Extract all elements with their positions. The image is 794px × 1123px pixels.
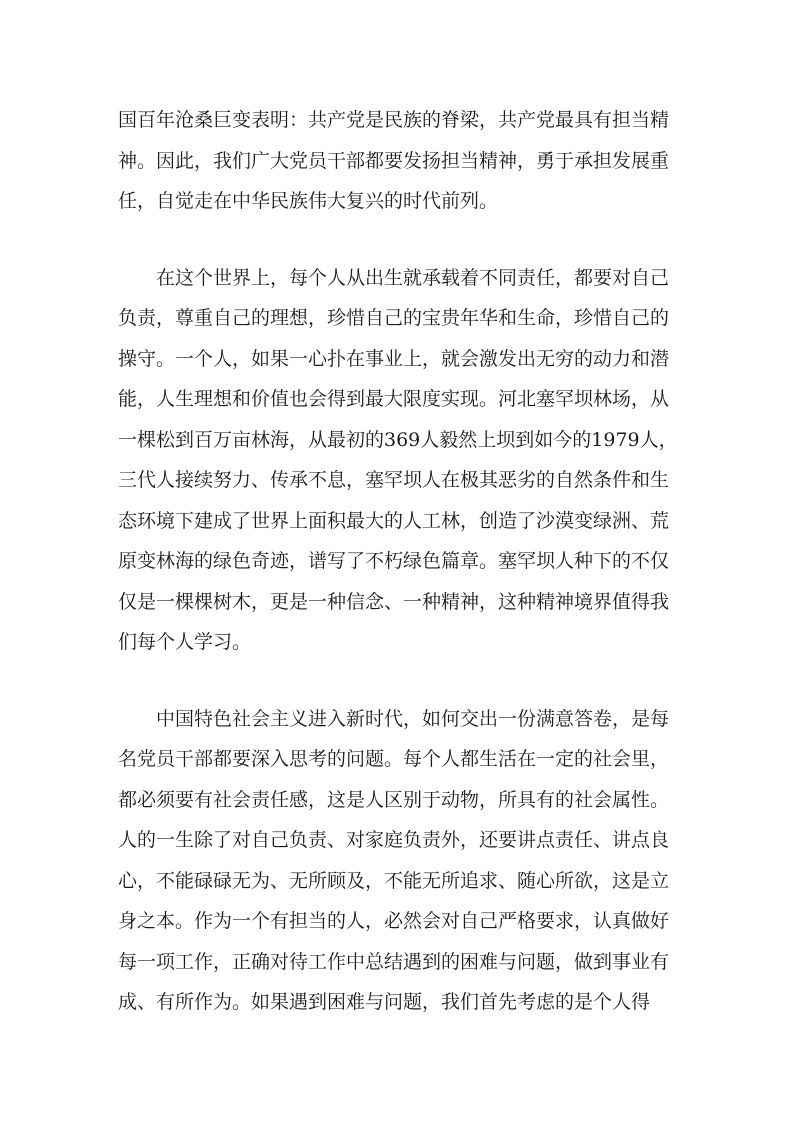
- text-line: 身之本。作为一个有担当的人，必然会对自己严格要求，认真做好: [118, 910, 670, 932]
- text-line: 在这个世界上，每个人从出生就承载着不同责任，都要对自己: [118, 266, 670, 289]
- text-line: 都必须要有社会责任感，这是人区别于动物，所具有的社会属性。: [118, 788, 670, 811]
- paragraph-2: [118, 258, 678, 663]
- document-body: [118, 100, 678, 1023]
- text-line: 名党员干部都要深入思考的问题。每个人都生活在一定的社会里，: [118, 748, 670, 770]
- paragraph-1: [118, 100, 678, 222]
- text-line: 国百年沧桑巨变表明：共产党是民族的脊梁，共产党最具有担当精: [118, 109, 670, 131]
- text-line: 一棵松到百万亩林海，从最初的369人毅然上坝到如今的1979人，: [118, 428, 678, 451]
- text-line: 操守。一个人，如果一心扑在事业上，就会激发出无穷的动力和潜: [118, 347, 670, 370]
- paragraph-3: [118, 699, 678, 1023]
- text-line: 人的一生除了对自己负责、对家庭负责外，还要讲点责任、讲点良: [118, 829, 670, 851]
- text-line: 能，人生理想和价值也会得到最大限度实现。河北塞罕坝林场，从: [118, 388, 670, 410]
- text-line: 原变林海的绿色奇迹，谱写了不朽绿色篇章。塞罕坝人种下的不仅: [118, 550, 670, 572]
- text-line: 中国特色社会主义进入新时代，如何交出一份满意答卷，是每: [118, 707, 670, 730]
- text-line: 神。因此，我们广大党员干部都要发扬担当精神，勇于承担发展重: [118, 149, 670, 172]
- text-line: 心，不能碌碌无为、无所顾及，不能无所追求、随心所欲，这是立: [118, 869, 670, 892]
- text-line: 态环境下建成了世界上面积最大的人工林，创造了沙漠变绿洲、荒: [118, 509, 670, 532]
- text-line: 成、有所作为。如果遇到困难与问题，我们首先考虑的是个人得: [118, 991, 651, 1013]
- text-line: 负责，尊重自己的理想，珍惜自己的宝贵年华和生命，珍惜自己的: [118, 307, 670, 329]
- text-line: 三代人接续努力、传承不息，塞罕坝人在极其恶劣的自然条件和生: [118, 469, 670, 491]
- paragraph-spacer: [118, 663, 678, 699]
- paragraph-spacer: [118, 222, 678, 258]
- text-line: 任，自觉走在中华民族伟大复兴的时代前列。: [118, 190, 499, 212]
- text-line: 每一项工作，正确对待工作中总结遇到的困难与问题，做到事业有: [118, 950, 670, 973]
- text-line: 仅是一棵棵树木，更是一种信念、一种精神，这种精神境界值得我: [118, 590, 670, 613]
- text-line: 们每个人学习。: [118, 631, 252, 653]
